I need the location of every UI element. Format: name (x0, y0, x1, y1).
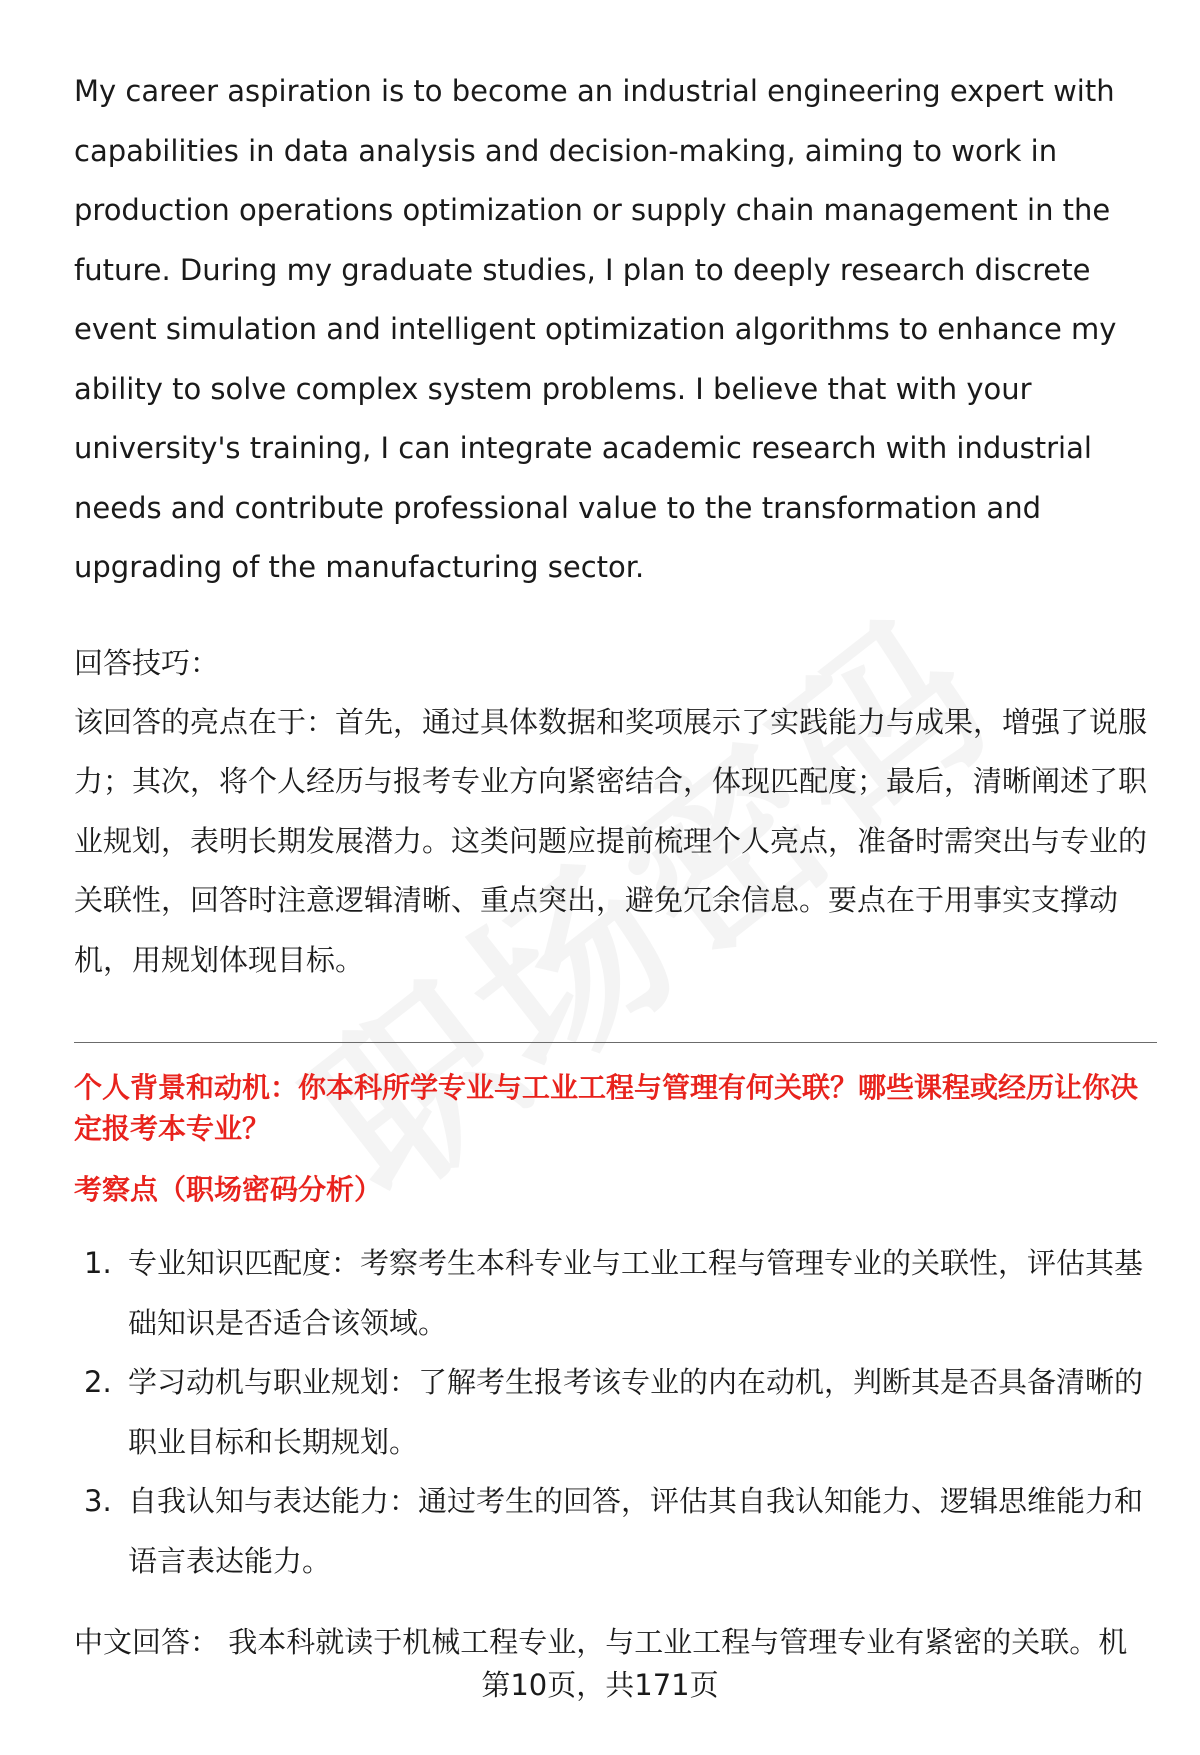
page-number-footer: 第10页，共171页 (481, 1668, 719, 1702)
english-answer-paragraph: My career aspiration is to become an industrial engineering expert with capabilities in data analysis and decision-making, aiming to work in production operations optimization or supply chain management in the future. During my graduate studies, I plan to deeply research discrete event simulation and intelligent optimization algorithms to enhance my ability to solve complex system problems. I believe that with your university's training, I can integrate academic research with industrial needs and contribute professional value to the transformation and upgrading of the manufacturing sector. (74, 74, 1117, 584)
list-item (74, 1234, 1159, 1353)
list-item-text: 专业知识匹配度：考察考生本科专业与工业工程与管理专业的关联性，评估其基础知识是否适合该领域。 (128, 1246, 1144, 1340)
analysis-points-list (74, 1234, 1159, 1591)
list-item-number: 1. (84, 1246, 112, 1280)
analysis-heading: 考察点（职场密码分析） (74, 1173, 383, 1206)
list-item (74, 1353, 1159, 1472)
tips-body: 该回答的亮点在于：首先，通过具体数据和奖项展示了实践能力与成果，增强了说服力；其次，将个人经历与报考专业方向紧密结合，体现匹配度；最后，清晰阐述了职业规划，表明长期发展潜力。这类问题应提前梳理个人亮点，准备时需突出与专业的关联性，回答时注意逻辑清晰、重点突出，避免冗余信息。要点在于用事实支撑动机，用规划体现目标。 (74, 704, 1148, 977)
document-page (74, 62, 1159, 1672)
list-item-number: 3. (84, 1484, 112, 1518)
list-item-text: 学习动机与职业规划：了解考生报考该专业的内在动机，判断其是否具备清晰的职业目标和长期规划。 (128, 1365, 1144, 1459)
section-divider (74, 1042, 1157, 1043)
list-item-text: 自我认知与表达能力：通过考生的回答，评估其自我认知能力、逻辑思维能力和语言表达能力。 (128, 1484, 1144, 1578)
list-item (74, 1472, 1159, 1591)
tips-title: 回答技巧： (74, 645, 220, 680)
question-heading: 个人背景和动机：你本科所学专业与工业工程与管理有何关联？哪些课程或经历让你决定报考本专业？ (74, 1071, 1139, 1145)
list-item-number: 2. (84, 1365, 112, 1399)
chinese-answer-start: 中文回答： 我本科就读于机械工程专业，与工业工程与管理专业有紧密的关联。机 (74, 1625, 1128, 1659)
